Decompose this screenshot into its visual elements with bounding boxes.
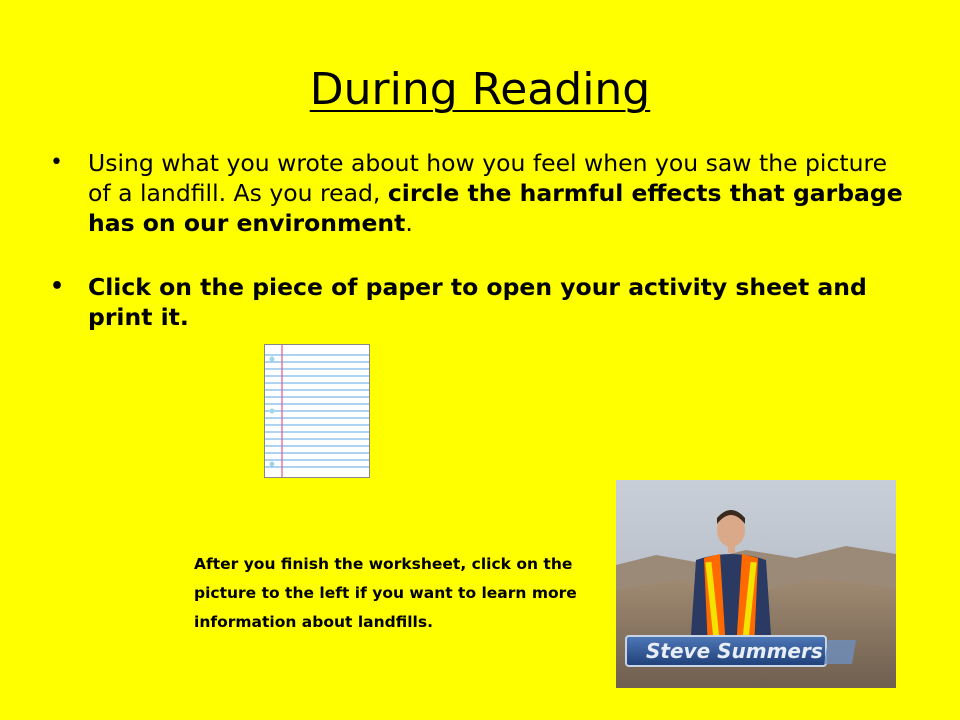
bullet-instruction-circle (50, 148, 910, 238)
slide-title: During Reading (309, 64, 651, 115)
bullet-dot-icon: • (50, 150, 63, 175)
bullet-list (50, 148, 910, 332)
bullet-text-end: . (405, 209, 413, 237)
notebook-paper-icon[interactable] (264, 344, 370, 478)
video-scene (616, 480, 896, 688)
bullet-dot-icon: • (50, 274, 65, 299)
bullet-text-bold: circle the harmful effects that garbage has on our environment (88, 179, 903, 237)
bullet-instruction-click-paper (50, 272, 910, 332)
bullet-text-plain: Using what you wrote about how you feel when you saw the picture of a landfill. As you read, (88, 149, 888, 207)
bullet-text-click-paper: Click on the piece of paper to open your activity sheet and print it. (88, 273, 867, 331)
video-nameplate-text: Steve Summers (646, 639, 823, 663)
video-caption: After you finish the worksheet, click on the picture to the left if you want to learn more information about landfills. (194, 555, 577, 631)
landfill-video-thumbnail[interactable] (616, 480, 896, 688)
notebook-paper-lines (265, 345, 369, 477)
